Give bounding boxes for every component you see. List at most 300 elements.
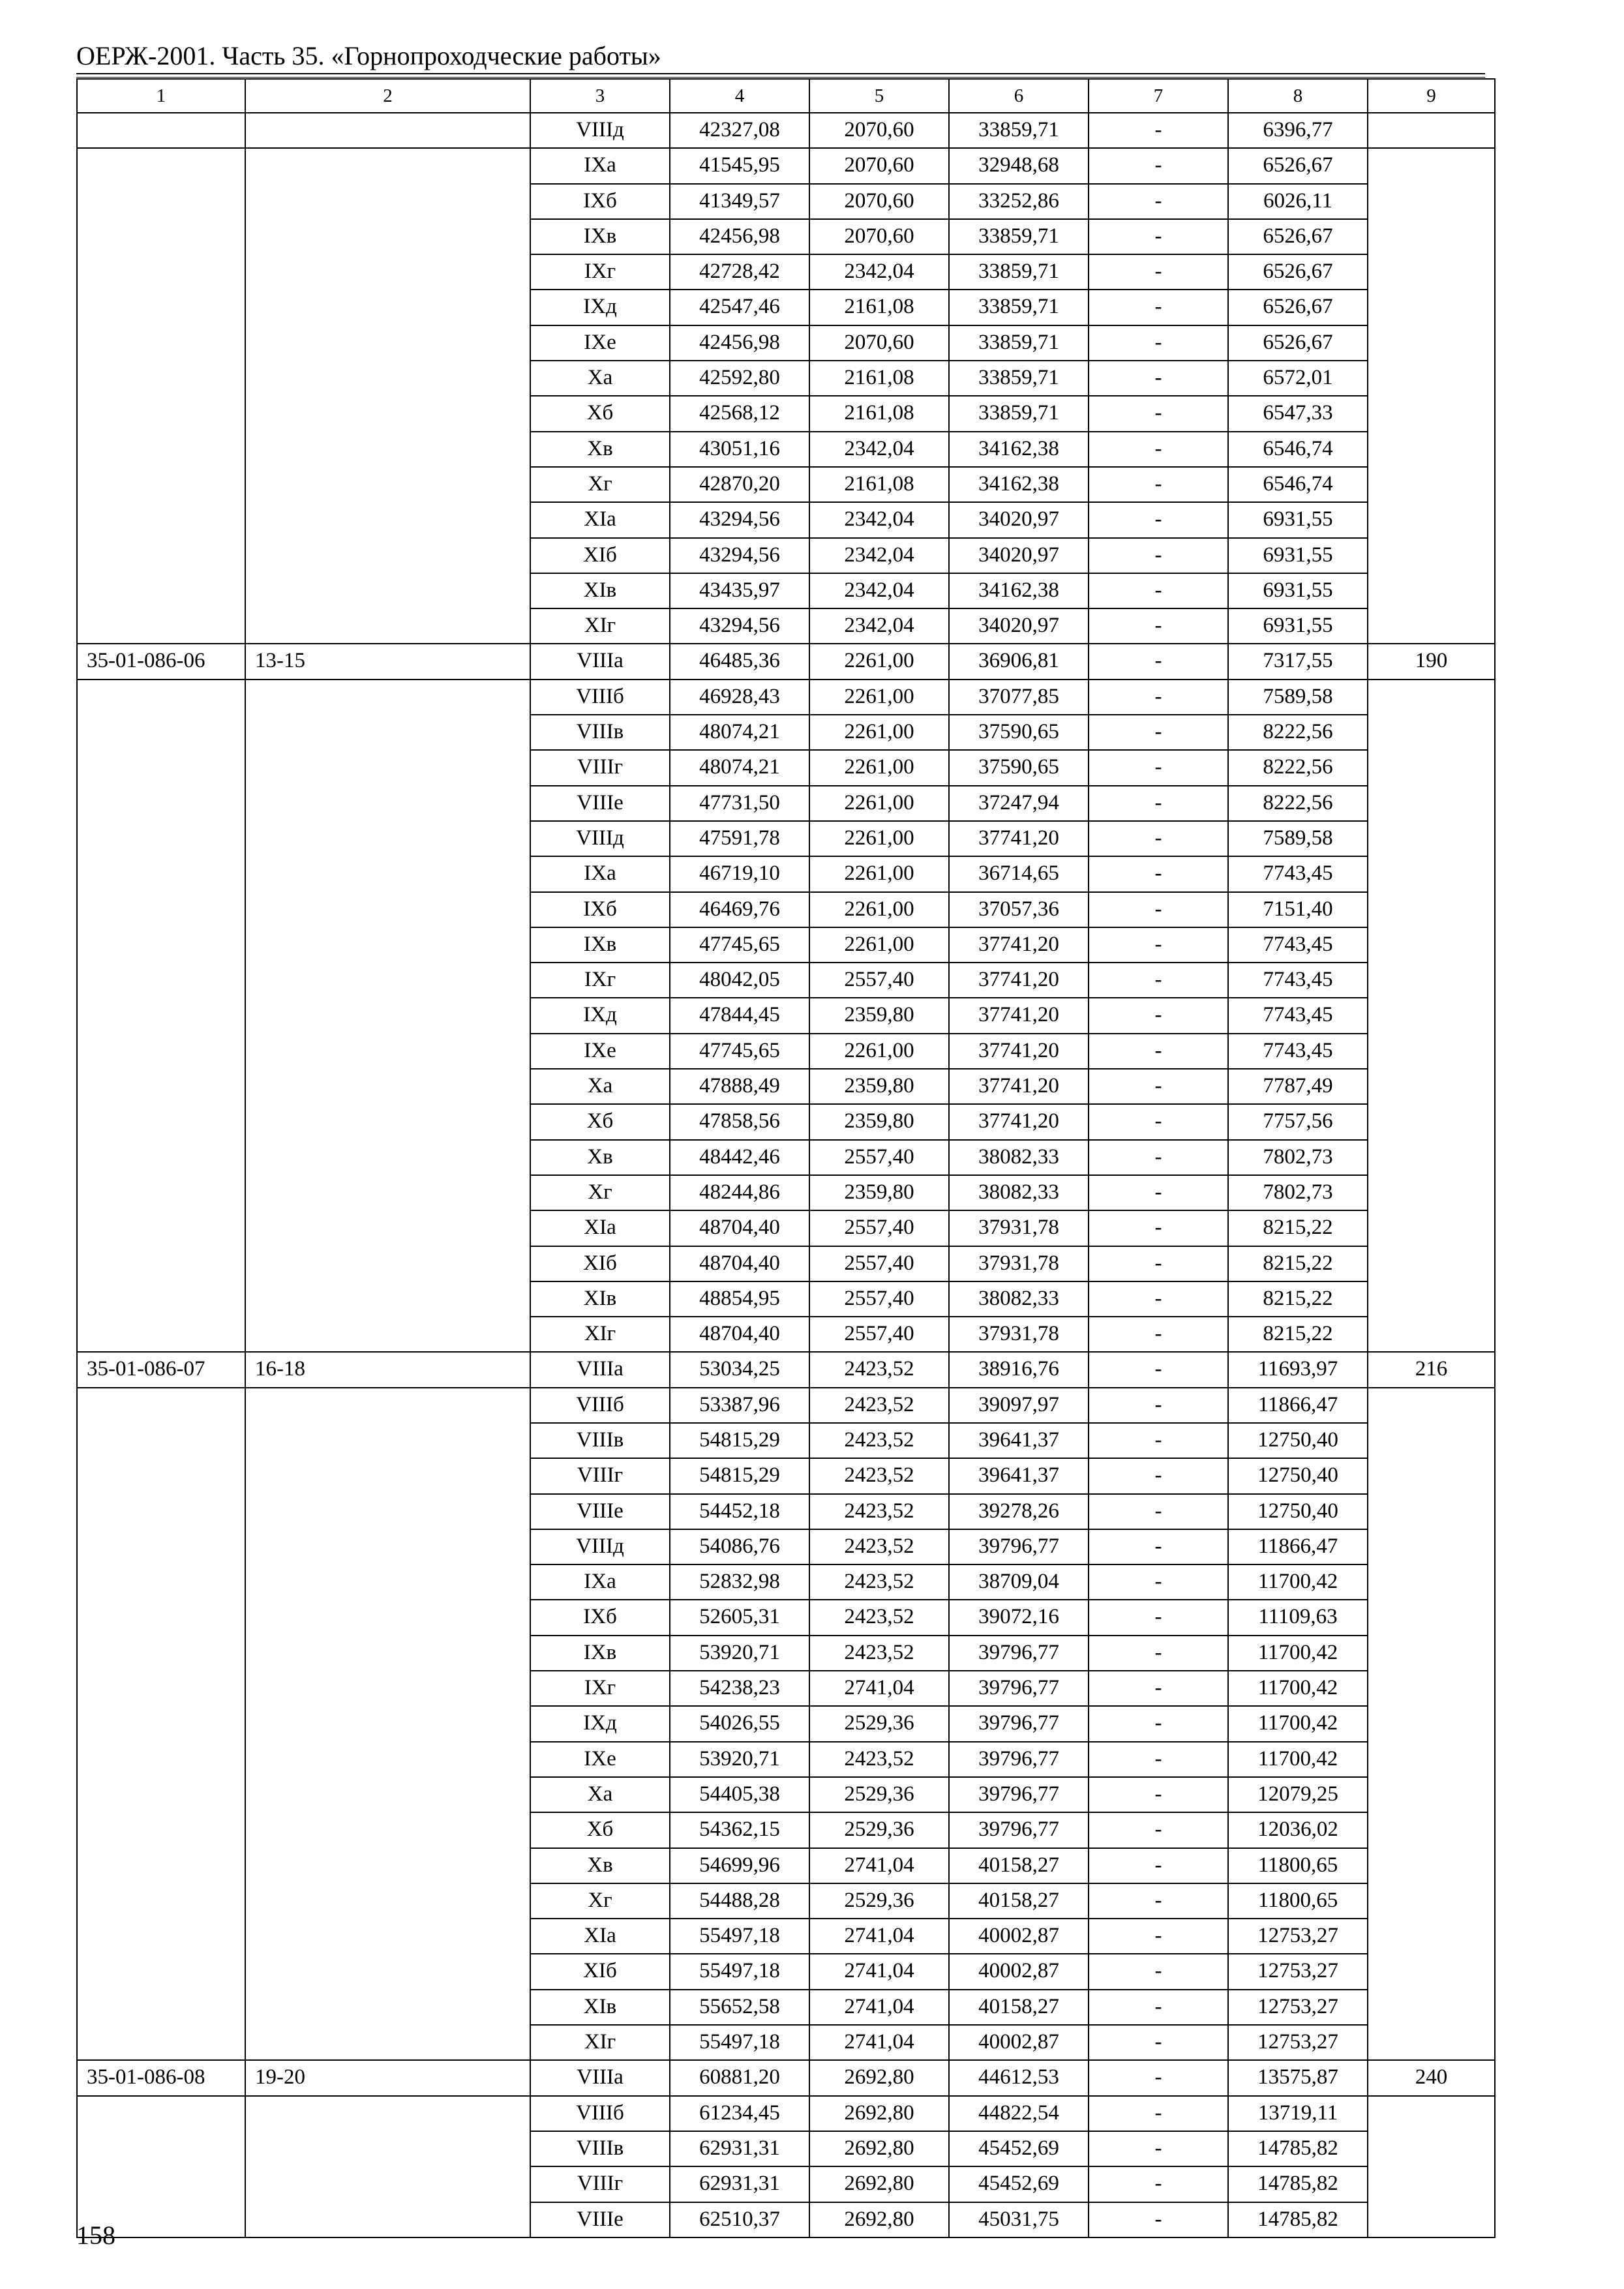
- column-number: 1: [77, 79, 245, 113]
- category-cell: IXг: [530, 254, 670, 290]
- total-cost-cell: 60881,20: [670, 2060, 809, 2095]
- item-range-cell: [245, 1848, 530, 1883]
- machine-cost-cell: 36906,81: [949, 644, 1089, 679]
- total-cost-cell: 47745,65: [670, 927, 809, 963]
- total-cost-cell: 52605,31: [670, 1600, 809, 1635]
- category-cell: IXе: [530, 1034, 670, 1069]
- rate-code-cell: [77, 502, 245, 537]
- table-row: [77, 1671, 1495, 1706]
- category-cell: Xа: [530, 1069, 670, 1104]
- rate-code-cell: [77, 1210, 245, 1246]
- labor-cost-cell: 2070,60: [809, 325, 949, 361]
- total-cost-cell: 54362,15: [670, 1812, 809, 1848]
- category-cell: IXа: [530, 856, 670, 891]
- table-row: [77, 750, 1495, 785]
- category-cell: XIв: [530, 1990, 670, 2025]
- driver-wage-cell: -: [1089, 856, 1228, 891]
- table-row: [77, 2060, 1495, 2095]
- labor-cost-cell: 2557,40: [809, 1140, 949, 1175]
- machine-cost-cell: 45452,69: [949, 2166, 1089, 2202]
- machine-cost-cell: 37247,94: [949, 786, 1089, 821]
- materials-cell: 6026,11: [1228, 184, 1368, 219]
- total-cost-cell: 62931,31: [670, 2131, 809, 2166]
- materials-cell: 6526,67: [1228, 290, 1368, 325]
- category-cell: VIIIб: [530, 1388, 670, 1423]
- machine-cost-cell: 37077,85: [949, 680, 1089, 715]
- labor-hours-cell: [1368, 1954, 1495, 1989]
- item-range-cell: [245, 1140, 530, 1175]
- category-cell: XIг: [530, 608, 670, 644]
- labor-cost-cell: 2557,40: [809, 963, 949, 998]
- driver-wage-cell: -: [1089, 680, 1228, 715]
- labor-hours-cell: [1368, 1529, 1495, 1564]
- machine-cost-cell: 33859,71: [949, 113, 1089, 148]
- materials-cell: 12750,40: [1228, 1423, 1368, 1458]
- labor-cost-cell: 2529,36: [809, 1706, 949, 1741]
- table-row: [77, 608, 1495, 644]
- driver-wage-cell: -: [1089, 396, 1228, 431]
- category-cell: Xв: [530, 1848, 670, 1883]
- labor-cost-cell: 2692,80: [809, 2202, 949, 2237]
- machine-cost-cell: 38709,04: [949, 1564, 1089, 1600]
- rate-code-cell: [77, 1848, 245, 1883]
- item-range-cell: [245, 2131, 530, 2166]
- materials-cell: 6572,01: [1228, 361, 1368, 396]
- machine-cost-cell: 38082,33: [949, 1281, 1089, 1317]
- materials-cell: 7589,58: [1228, 821, 1368, 856]
- driver-wage-cell: -: [1089, 1954, 1228, 1989]
- driver-wage-cell: -: [1089, 1529, 1228, 1564]
- driver-wage-cell: -: [1089, 715, 1228, 750]
- driver-wage-cell: -: [1089, 1777, 1228, 1812]
- item-range-cell: [245, 1034, 530, 1069]
- materials-cell: 11800,65: [1228, 1883, 1368, 1919]
- driver-wage-cell: -: [1089, 184, 1228, 219]
- category-cell: IXд: [530, 290, 670, 325]
- machine-cost-cell: 39641,37: [949, 1423, 1089, 1458]
- item-range-cell: [245, 502, 530, 537]
- item-range-cell: [245, 1281, 530, 1317]
- labor-cost-cell: 2557,40: [809, 1281, 949, 1317]
- total-cost-cell: 62510,37: [670, 2202, 809, 2237]
- total-cost-cell: 43435,97: [670, 573, 809, 608]
- category-cell: IXв: [530, 1636, 670, 1671]
- materials-cell: 12750,40: [1228, 1458, 1368, 1493]
- machine-cost-cell: 34020,97: [949, 502, 1089, 537]
- rate-code-cell: [77, 1919, 245, 1954]
- table-row: [77, 538, 1495, 573]
- category-cell: Xб: [530, 396, 670, 431]
- labor-cost-cell: 2261,00: [809, 1034, 949, 1069]
- labor-cost-cell: 2261,00: [809, 927, 949, 963]
- total-cost-cell: 42327,08: [670, 113, 809, 148]
- machine-cost-cell: 39641,37: [949, 1458, 1089, 1493]
- table-row: [77, 184, 1495, 219]
- rate-code-cell: [77, 1742, 245, 1777]
- rate-code-cell: [77, 680, 245, 715]
- labor-hours-cell: [1368, 1210, 1495, 1246]
- rate-code-cell: [77, 750, 245, 785]
- machine-cost-cell: 38082,33: [949, 1140, 1089, 1175]
- item-range-cell: [245, 1529, 530, 1564]
- machine-cost-cell: 37931,78: [949, 1246, 1089, 1281]
- labor-hours-cell: [1368, 715, 1495, 750]
- machine-cost-cell: 40002,87: [949, 1919, 1089, 1954]
- materials-cell: 12753,27: [1228, 1990, 1368, 2025]
- total-cost-cell: 52832,98: [670, 1564, 809, 1600]
- driver-wage-cell: -: [1089, 2131, 1228, 2166]
- materials-cell: 8222,56: [1228, 715, 1368, 750]
- item-range-cell: [245, 1671, 530, 1706]
- item-range-cell: [245, 1742, 530, 1777]
- driver-wage-cell: -: [1089, 1742, 1228, 1777]
- labor-hours-cell: [1368, 2096, 1495, 2131]
- item-range-cell: [245, 1210, 530, 1246]
- labor-hours-cell: [1368, 1175, 1495, 1210]
- category-cell: IXд: [530, 1706, 670, 1741]
- total-cost-cell: 47858,56: [670, 1104, 809, 1139]
- driver-wage-cell: -: [1089, 1812, 1228, 1848]
- header-rule: [76, 73, 1485, 74]
- materials-cell: 12750,40: [1228, 1494, 1368, 1529]
- category-cell: IXг: [530, 1671, 670, 1706]
- table-row: [77, 1423, 1495, 1458]
- table-row: [77, 2202, 1495, 2237]
- driver-wage-cell: -: [1089, 1458, 1228, 1493]
- materials-cell: 8215,22: [1228, 1210, 1368, 1246]
- driver-wage-cell: -: [1089, 1671, 1228, 1706]
- labor-cost-cell: 2741,04: [809, 1671, 949, 1706]
- materials-cell: 6526,67: [1228, 148, 1368, 183]
- rate-code-cell: [77, 1034, 245, 1069]
- total-cost-cell: 53920,71: [670, 1742, 809, 1777]
- rate-code-cell: [77, 1388, 245, 1423]
- driver-wage-cell: -: [1089, 1140, 1228, 1175]
- labor-hours-cell: 240: [1368, 2060, 1495, 2095]
- total-cost-cell: 46719,10: [670, 856, 809, 891]
- item-range-cell: [245, 715, 530, 750]
- rate-code-cell: [77, 786, 245, 821]
- total-cost-cell: 42870,20: [670, 467, 809, 502]
- table-row: [77, 1636, 1495, 1671]
- machine-cost-cell: 33859,71: [949, 361, 1089, 396]
- table-row: [77, 1458, 1495, 1493]
- labor-hours-cell: [1368, 998, 1495, 1033]
- category-cell: Xа: [530, 1777, 670, 1812]
- machine-cost-cell: 37741,20: [949, 1069, 1089, 1104]
- rate-code-cell: [77, 998, 245, 1033]
- materials-cell: 11866,47: [1228, 1529, 1368, 1564]
- labor-hours-cell: [1368, 1246, 1495, 1281]
- category-cell: VIIIе: [530, 786, 670, 821]
- labor-cost-cell: 2342,04: [809, 573, 949, 608]
- category-cell: IXб: [530, 184, 670, 219]
- total-cost-cell: 55497,18: [670, 1919, 809, 1954]
- machine-cost-cell: 39796,77: [949, 1671, 1089, 1706]
- page-number: 158: [76, 2221, 115, 2250]
- category-cell: VIIIг: [530, 750, 670, 785]
- category-cell: Xа: [530, 361, 670, 396]
- item-range-cell: [245, 608, 530, 644]
- labor-cost-cell: 2161,08: [809, 396, 949, 431]
- total-cost-cell: 53034,25: [670, 1352, 809, 1387]
- labor-hours-cell: [1368, 856, 1495, 891]
- materials-cell: 7757,56: [1228, 1104, 1368, 1139]
- total-cost-cell: 54452,18: [670, 1494, 809, 1529]
- labor-hours-cell: [1368, 1600, 1495, 1635]
- category-cell: XIв: [530, 573, 670, 608]
- labor-cost-cell: 2070,60: [809, 184, 949, 219]
- driver-wage-cell: -: [1089, 1246, 1228, 1281]
- labor-cost-cell: 2261,00: [809, 821, 949, 856]
- materials-cell: 14785,82: [1228, 2131, 1368, 2166]
- labor-cost-cell: 2261,00: [809, 715, 949, 750]
- table-row: [77, 1812, 1495, 1848]
- total-cost-cell: 47745,65: [670, 1034, 809, 1069]
- item-range-cell: [245, 396, 530, 431]
- machine-cost-cell: 37741,20: [949, 998, 1089, 1033]
- table-row: [77, 1954, 1495, 1989]
- driver-wage-cell: -: [1089, 325, 1228, 361]
- rate-code-cell: [77, 1104, 245, 1139]
- rate-code-cell: [77, 1671, 245, 1706]
- labor-hours-cell: [1368, 2166, 1495, 2202]
- column-number: 8: [1228, 79, 1368, 113]
- labor-hours-cell: [1368, 680, 1495, 715]
- category-cell: VIIIв: [530, 2131, 670, 2166]
- item-range-cell: [245, 1954, 530, 1989]
- materials-cell: 12079,25: [1228, 1777, 1368, 1812]
- labor-cost-cell: 2161,08: [809, 361, 949, 396]
- machine-cost-cell: 37931,78: [949, 1317, 1089, 1352]
- labor-hours-cell: [1368, 1742, 1495, 1777]
- labor-cost-cell: 2529,36: [809, 1812, 949, 1848]
- labor-hours-cell: [1368, 1281, 1495, 1317]
- table-row: [77, 927, 1495, 963]
- item-range-cell: [245, 927, 530, 963]
- labor-cost-cell: 2423,52: [809, 1564, 949, 1600]
- labor-hours-cell: [1368, 290, 1495, 325]
- driver-wage-cell: -: [1089, 219, 1228, 254]
- total-cost-cell: 42456,98: [670, 325, 809, 361]
- item-range-cell: [245, 148, 530, 183]
- item-range-cell: [245, 1423, 530, 1458]
- materials-cell: 12753,27: [1228, 1954, 1368, 1989]
- driver-wage-cell: -: [1089, 644, 1228, 679]
- labor-cost-cell: 2423,52: [809, 1636, 949, 1671]
- labor-hours-cell: [1368, 184, 1495, 219]
- labor-hours-cell: [1368, 325, 1495, 361]
- machine-cost-cell: 37741,20: [949, 1034, 1089, 1069]
- driver-wage-cell: -: [1089, 821, 1228, 856]
- driver-wage-cell: -: [1089, 963, 1228, 998]
- item-range-cell: [245, 1246, 530, 1281]
- machine-cost-cell: 40158,27: [949, 1848, 1089, 1883]
- category-cell: Xв: [530, 432, 670, 467]
- total-cost-cell: 48244,86: [670, 1175, 809, 1210]
- category-cell: VIIIа: [530, 1352, 670, 1387]
- rate-code-cell: [77, 325, 245, 361]
- table-row: [77, 467, 1495, 502]
- category-cell: XIв: [530, 1281, 670, 1317]
- table-row: [77, 1104, 1495, 1139]
- rate-code-cell: [77, 1883, 245, 1919]
- item-range-cell: [245, 1494, 530, 1529]
- total-cost-cell: 47591,78: [670, 821, 809, 856]
- item-range-cell: [245, 2096, 530, 2131]
- driver-wage-cell: -: [1089, 467, 1228, 502]
- category-cell: IXг: [530, 963, 670, 998]
- table-row: [77, 219, 1495, 254]
- labor-hours-cell: [1368, 750, 1495, 785]
- table-row: [77, 1175, 1495, 1210]
- table-row: [77, 148, 1495, 183]
- labor-hours-cell: [1368, 821, 1495, 856]
- table-row: [77, 715, 1495, 750]
- labor-cost-cell: 2161,08: [809, 467, 949, 502]
- item-range-cell: [245, 254, 530, 290]
- rate-code-cell: [77, 1069, 245, 1104]
- machine-cost-cell: 44822,54: [949, 2096, 1089, 2131]
- driver-wage-cell: -: [1089, 2166, 1228, 2202]
- materials-cell: 14785,82: [1228, 2166, 1368, 2202]
- labor-cost-cell: 2423,52: [809, 1494, 949, 1529]
- labor-hours-cell: [1368, 2202, 1495, 2237]
- total-cost-cell: 61234,45: [670, 2096, 809, 2131]
- materials-cell: 13719,11: [1228, 2096, 1368, 2131]
- labor-hours-cell: [1368, 1564, 1495, 1600]
- total-cost-cell: 54086,76: [670, 1529, 809, 1564]
- materials-cell: 11700,42: [1228, 1636, 1368, 1671]
- table-row: [77, 1069, 1495, 1104]
- labor-hours-cell: [1368, 1423, 1495, 1458]
- rate-code-cell: [77, 821, 245, 856]
- total-cost-cell: 54699,96: [670, 1848, 809, 1883]
- item-range-cell: 13-15: [245, 644, 530, 679]
- rate-code-cell: [77, 2096, 245, 2131]
- table-row: [77, 786, 1495, 821]
- total-cost-cell: 48042,05: [670, 963, 809, 998]
- labor-cost-cell: 2261,00: [809, 892, 949, 927]
- machine-cost-cell: 40002,87: [949, 1954, 1089, 1989]
- machine-cost-cell: 40158,27: [949, 1990, 1089, 2025]
- labor-hours-cell: [1368, 467, 1495, 502]
- table-row: [77, 1281, 1495, 1317]
- labor-hours-cell: [1368, 786, 1495, 821]
- rate-code-cell: [77, 1246, 245, 1281]
- labor-hours-cell: [1368, 1317, 1495, 1352]
- machine-cost-cell: 33252,86: [949, 184, 1089, 219]
- total-cost-cell: 43294,56: [670, 608, 809, 644]
- table-row: [77, 821, 1495, 856]
- table-row: [77, 998, 1495, 1033]
- table-row: [77, 1777, 1495, 1812]
- machine-cost-cell: 34162,38: [949, 573, 1089, 608]
- rate-code-cell: [77, 432, 245, 467]
- labor-hours-cell: [1368, 538, 1495, 573]
- table-row: [77, 2096, 1495, 2131]
- driver-wage-cell: -: [1089, 1423, 1228, 1458]
- materials-cell: 7743,45: [1228, 1034, 1368, 1069]
- total-cost-cell: 48854,95: [670, 1281, 809, 1317]
- materials-cell: 7787,49: [1228, 1069, 1368, 1104]
- machine-cost-cell: 39796,77: [949, 1812, 1089, 1848]
- item-range-cell: [245, 573, 530, 608]
- labor-hours-cell: [1368, 1140, 1495, 1175]
- materials-cell: 6931,55: [1228, 502, 1368, 537]
- materials-cell: 7317,55: [1228, 644, 1368, 679]
- table-row: [77, 1529, 1495, 1564]
- table-row: [77, 1706, 1495, 1741]
- item-range-cell: [245, 1458, 530, 1493]
- machine-cost-cell: 45452,69: [949, 2131, 1089, 2166]
- labor-cost-cell: 2261,00: [809, 856, 949, 891]
- labor-cost-cell: 2692,80: [809, 2060, 949, 2095]
- labor-hours-cell: [1368, 1458, 1495, 1493]
- total-cost-cell: 54815,29: [670, 1423, 809, 1458]
- driver-wage-cell: -: [1089, 1104, 1228, 1139]
- machine-cost-cell: 38082,33: [949, 1175, 1089, 1210]
- labor-cost-cell: 2423,52: [809, 1388, 949, 1423]
- rate-code-cell: [77, 2131, 245, 2166]
- labor-hours-cell: [1368, 573, 1495, 608]
- labor-cost-cell: 2359,80: [809, 1104, 949, 1139]
- machine-cost-cell: 37590,65: [949, 750, 1089, 785]
- rate-code-cell: [77, 2025, 245, 2060]
- rate-code-cell: [77, 219, 245, 254]
- item-range-cell: [245, 1564, 530, 1600]
- driver-wage-cell: -: [1089, 1034, 1228, 1069]
- materials-cell: 6547,33: [1228, 396, 1368, 431]
- labor-hours-cell: [1368, 1494, 1495, 1529]
- total-cost-cell: 54026,55: [670, 1706, 809, 1741]
- materials-cell: 6931,55: [1228, 608, 1368, 644]
- labor-cost-cell: 2423,52: [809, 1529, 949, 1564]
- total-cost-cell: 48704,40: [670, 1317, 809, 1352]
- category-cell: Xг: [530, 1175, 670, 1210]
- total-cost-cell: 48442,46: [670, 1140, 809, 1175]
- labor-cost-cell: 2423,52: [809, 1742, 949, 1777]
- total-cost-cell: 54815,29: [670, 1458, 809, 1493]
- driver-wage-cell: -: [1089, 1388, 1228, 1423]
- category-cell: XIг: [530, 2025, 670, 2060]
- materials-cell: 12753,27: [1228, 1919, 1368, 1954]
- rate-code-cell: [77, 1458, 245, 1493]
- driver-wage-cell: -: [1089, 502, 1228, 537]
- item-range-cell: [245, 856, 530, 891]
- category-cell: XIб: [530, 538, 670, 573]
- machine-cost-cell: 37057,36: [949, 892, 1089, 927]
- category-cell: VIIIб: [530, 680, 670, 715]
- labor-hours-cell: [1368, 432, 1495, 467]
- materials-cell: 7802,73: [1228, 1140, 1368, 1175]
- table-row: [77, 113, 1495, 148]
- rate-code-cell: [77, 892, 245, 927]
- item-range-cell: [245, 2025, 530, 2060]
- table-row: [77, 2131, 1495, 2166]
- machine-cost-cell: 45031,75: [949, 2202, 1089, 2237]
- machine-cost-cell: 39796,77: [949, 1706, 1089, 1741]
- machine-cost-cell: 36714,65: [949, 856, 1089, 891]
- item-range-cell: [245, 1317, 530, 1352]
- driver-wage-cell: -: [1089, 786, 1228, 821]
- total-cost-cell: 43051,16: [670, 432, 809, 467]
- rate-code-cell: [77, 1990, 245, 2025]
- rate-code-cell: [77, 467, 245, 502]
- machine-cost-cell: 33859,71: [949, 219, 1089, 254]
- total-cost-cell: 48704,40: [670, 1210, 809, 1246]
- machine-cost-cell: 37741,20: [949, 821, 1089, 856]
